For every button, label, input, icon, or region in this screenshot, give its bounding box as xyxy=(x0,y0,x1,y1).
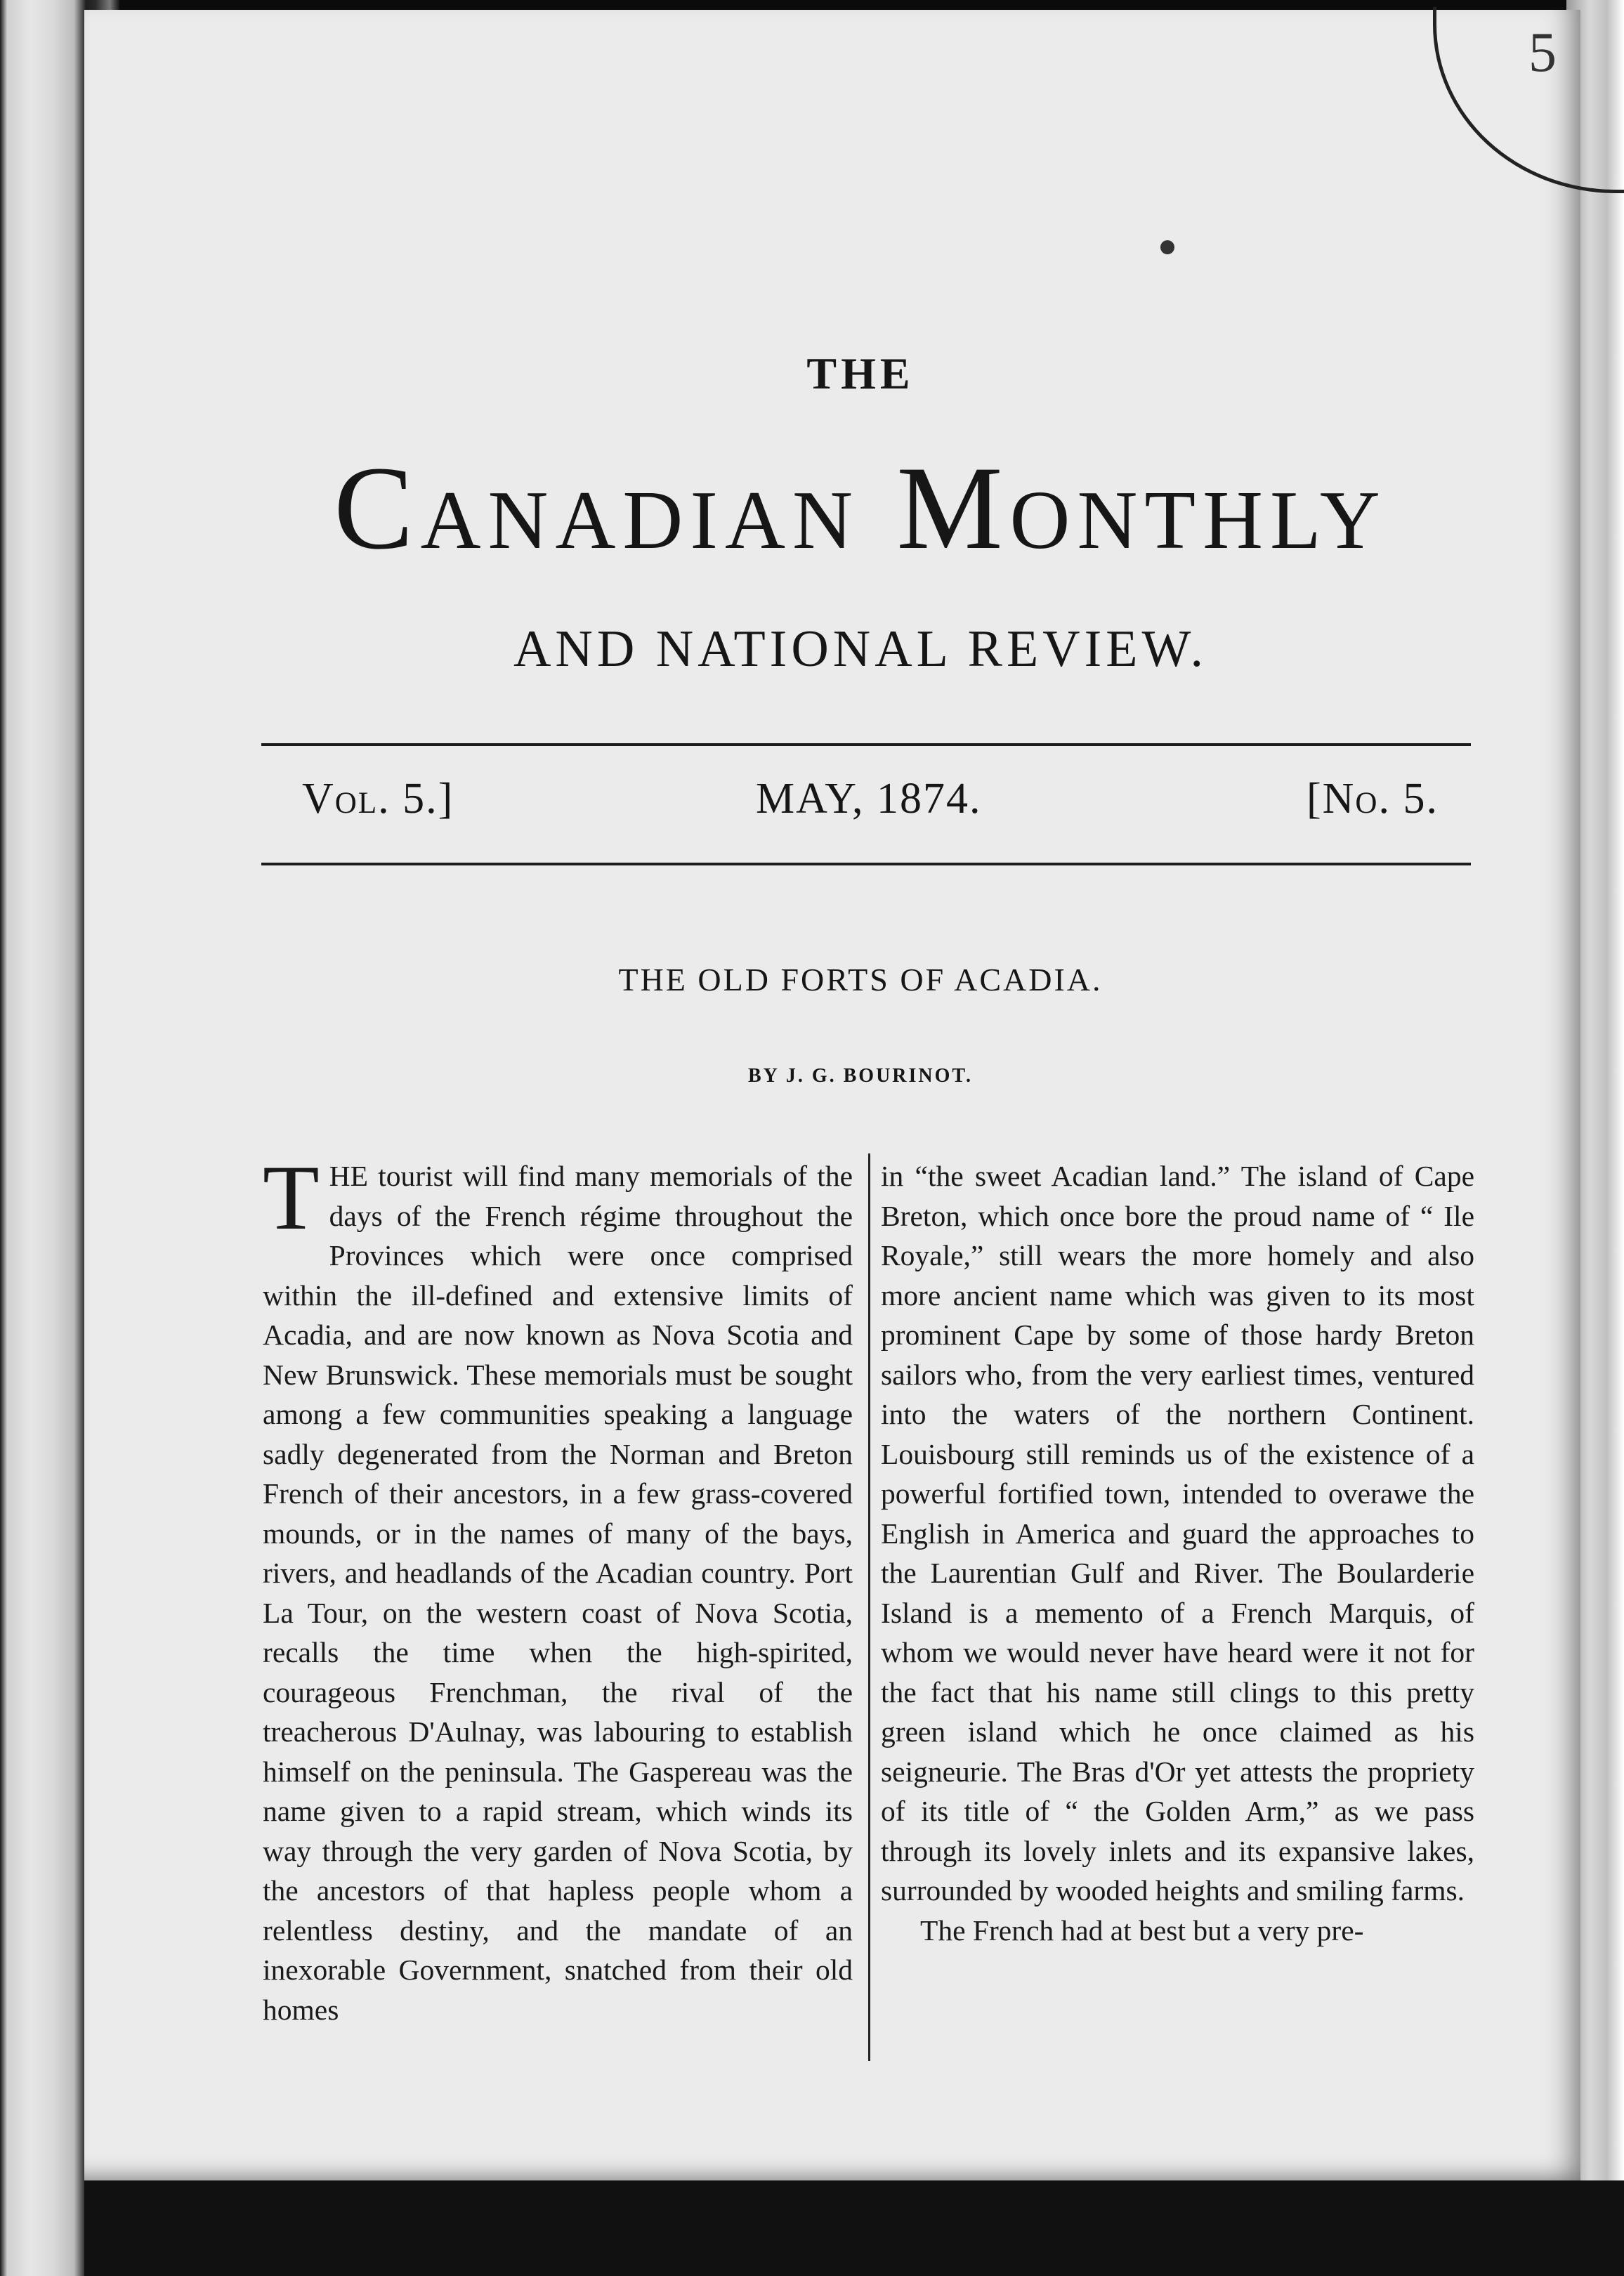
right-column-paragraph-2: The French had at best but a very pre- xyxy=(920,1914,1364,1947)
article-title: THE OLD FORTS OF ACADIA. xyxy=(618,962,1103,998)
issue-date: MAY, 1874. xyxy=(756,775,982,823)
article-column-left xyxy=(263,1146,853,2029)
drop-cap: T xyxy=(263,1146,320,1249)
masthead-subtitle: AND NATIONAL REVIEW. xyxy=(513,620,1208,678)
article-byline: BY J. G. BOURINOT. xyxy=(747,1065,974,1087)
paper-speck xyxy=(1160,240,1174,254)
handwritten-page-number: 5 xyxy=(1528,22,1557,84)
column-divider xyxy=(868,1153,870,2061)
issue-volume: Vol. 5.] xyxy=(302,775,454,823)
issue-number: [No. 5. xyxy=(1307,775,1439,823)
right-column-paragraph-1: in “the sweet Acadian land.” The island of Cape Breton, which once bore the proud name of “ Ile Royale,” still wears the more homely and also more ancient name which was given to its most prominent Cape by some of those hardy Breton sailors who, from the very earliest times, ventured into the waters of the northern Continent. Louisbourg still reminds us of the existence of a powerful fortified town, intended to overawe the English in America and guard the approaches to the Laurentian Gulf and River. The Boularderie Island is a memento of a French Marquis, of whom we would never have heard were it not for the fact that his name still clings to this pretty green island which he once claimed as his seigneurie. The Bras d'Or yet attests the propriety of its title of “ the Golden Arm,” as we pass through its lovely inlets and its expansive lakes, surrounded by wooded heights and smiling farms. xyxy=(881,1160,1474,1907)
left-column-text: HE tourist will find many memorials of the days of the French régime throughout the Provinces which were once comprised within the ill-defined and extensive limits of Acadia, and are now known as Nova Scotia and New Brunswick. These memorials must be sought among a few communities speaking a language sadly degenerated from the Norman and Breton French of their ancestors, in a few grass-covered mounds, or in the names of many of the bays, rivers, and headlands of the Acadian country. Port La Tour, on the western coast of Nova Scotia, recalls the time when the high-spirited, courageous Frenchman, the rival of the treacherous D'Aulnay, was labouring to establish himself on the peninsula. The Gaspereau was the name given to a rapid stream, which winds its way through the very garden of Nova Scotia, by the ancestors of that hapless people whom a relentless destiny, and the mandate of an inexorable Government, snatched from their old homes xyxy=(263,1160,853,2026)
masthead-the: THE xyxy=(806,348,915,398)
article-column-right xyxy=(881,1156,1474,1950)
masthead-title: Canadian Monthly xyxy=(334,442,1387,574)
rule-bottom xyxy=(261,863,1471,865)
rule-top xyxy=(261,743,1471,746)
page-edge-bottom xyxy=(84,2180,1624,2276)
